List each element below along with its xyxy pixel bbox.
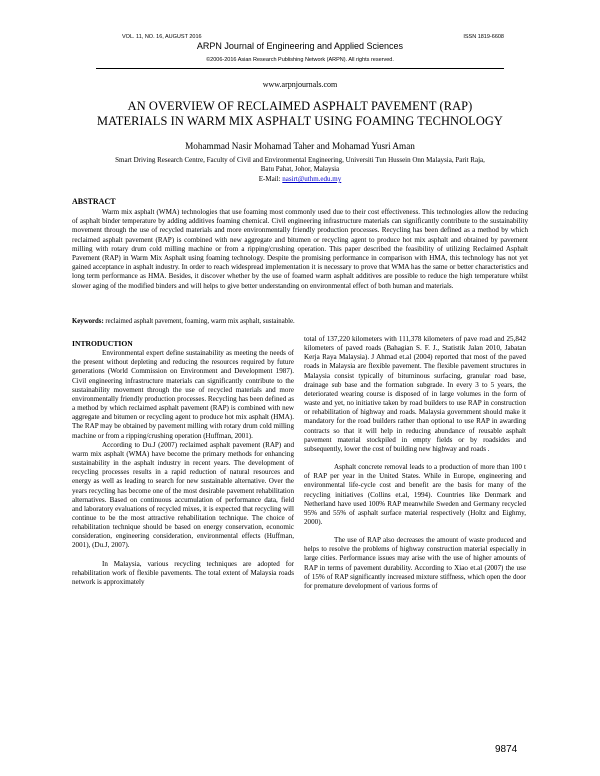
paragraph: In Malaysia, various recycling techniques are adopted for rehabilitation work of flexible pavements. The total extent of Malaysia roads network is approximately bbox=[72, 559, 294, 586]
volume-info: VOL. 11, NO. 16, AUGUST 2016 bbox=[122, 34, 202, 40]
keywords-label: Keywords: bbox=[72, 318, 104, 325]
email-link[interactable]: nasirt@uthm.edu.my bbox=[282, 175, 342, 183]
paragraph: total of 137,220 kilometers with 111,378 kilometers of pave road and 25,842 kilometers of paved roads (Bahagian S. F. J., Statistik Jalan 2010, Jabatan Kerja Raya Malaysia). J Ahmad et.al (2004) reported that most of the paved roads in Malaysia are flexible pavement. The flexible pavement structures in Malaysia consist typically of bituminous surfacing, granular road base, drainage sub base and the formation subgrade. In every 3 to 5 years, the deteriorated wearing course is disposed of in large volumes in the form of waste and yet, no initiative taken by road builders to use RAP in construction or rehabilitation of highway and roads. Malaysia government should make it mandatory for the road builders rather than optional to use RAP in awarding contracts so that it will help in reducing abundance of reusable asphalt pavement material stockpiled in empty fields or by roadsides and subsequently, lower the cost of building new highway and roads . bbox=[304, 335, 526, 453]
email-line bbox=[0, 175, 600, 183]
header-divider bbox=[96, 68, 504, 69]
introduction-heading: INTRODUCTION bbox=[72, 339, 133, 348]
paragraph: Asphalt concrete removal leads to a production of more than 100 t of RAP per year in the United States. While in Europe, engineering and environmental life-cycle cost and benefit are the basis for many of the recycling initiatives (Collins et.al, 1994). Countries like Denmark and Netherland have used 100% RAP meanwhile Sweden and Germany recycled 95% and 55% of asphalt surface material respectively (Holtz and Eighmy, 2000). bbox=[304, 463, 526, 526]
page-number: 9874 bbox=[495, 744, 518, 755]
right-column bbox=[304, 335, 526, 591]
keywords-text: reclaimed asphalt pavement, foaming, warm mix asphalt, sustainable. bbox=[103, 318, 295, 325]
title-line-2: MATERIALS IN WARM MIX ASPHALT USING FOAMING TECHNOLOGY bbox=[97, 114, 503, 128]
title-line-1: AN OVERVIEW OF RECLAIMED ASPHALT PAVEMENT (RAP) bbox=[127, 99, 473, 113]
email-label: E-Mail: bbox=[258, 175, 283, 183]
journal-name: ARPN Journal of Engineering and Applied Sciences bbox=[196, 41, 404, 51]
left-column bbox=[72, 339, 294, 587]
authors: Mohammad Nasir Mohamad Taher and Mohamad Yusri Aman bbox=[185, 141, 415, 151]
journal-url[interactable]: www.arpnjournals.com bbox=[262, 80, 338, 89]
paragraph: The use of RAP also decreases the amount of waste produced and helps to resolve the problems of highway construction material especially in large cities. Performance issues may arise with the use of higher amounts of RAP in terms of pavement durability. According to Xiao et.al (2007) the use of 15% of RAP significantly increased mixture stiffness, which open the door for premature development of various forms of bbox=[304, 536, 526, 590]
keywords bbox=[72, 318, 528, 325]
paper-title bbox=[70, 99, 530, 129]
copyright-line: ©2006-2016 Asian Research Publishing Network (ARPN). All rights reserved. bbox=[206, 57, 394, 63]
issn: ISSN 1819-6608 bbox=[463, 34, 504, 40]
affiliation-line-1: Smart Driving Research Centre, Faculty of Civil and Environmental Engineering, Universiti Tun Hussein Onn Malaysia, Parit Raja, bbox=[115, 156, 485, 164]
affiliation-line-2: Batu Pahat, Johor, Malaysia bbox=[260, 165, 340, 173]
abstract-text: Warm mix asphalt (WMA) technologies that use foaming most commonly used due to their cost effectiveness. This technologies allow the reducing of asphalt binder temperature by adding additives foaming chemical. Civil engineering infrastructure materials can significantly contribute to the sustainability movement through the use of recycled materials and more environmentally friendly production processes. Recycling has been defined as a method by which reclaimed asphalt pavement (RAP) is combined with new aggregate and bitumen or recycling agent to produce hot mix asphalt and obtained by pavement milling with rotary drum cold milling machine or from a ripping/crushing operation. This paper described the feasibility of utilizing Reclaimed Asphalt Pavement (RAP) in Warm Mix Asphalt using foaming technology. Despite the promising performance in comparison with HMA, this technology has not yet gained acceptance in asphalt industry. In order to reach widespread implementation it is necessary to prove that WMA has the same or better characteristics and long term performance as HMA. Besides, it discover whether by the use of foamed warm asphalt additives are possible to reduce the high temperature whilst slower aging of the modified binders and will helps to give better understanding on environmental effect of both human and materials. bbox=[72, 208, 528, 290]
affiliation bbox=[80, 156, 520, 174]
paragraph: Environmental expert define sustainability as meeting the needs of the present without depleting and reducing the resources required by future generations (World Commission on Environment and Development 1987). Civil engineering infrastructure materials can significantly contribute to the sustainability movement through the use of recycled materials and more environmentally friendly production processes. Recycling has been defined as a method by which reclaimed asphalt pavement (RAP) is combined with new aggregate and bitumen or recycling agent to produce hot mix asphalt (HMA). The RAP may be obtained by pavement milling with rotary drum cold milling machine or from a ripping/crushing operation (Huffman, 2001). bbox=[72, 349, 294, 440]
abstract-heading: ABSTRACT bbox=[72, 197, 116, 206]
paragraph: According to Du.J (2007) reclaimed asphalt pavement (RAP) and warm mix asphalt (WMA) have become the primary methods for enhancing sustainability in the asphalt industry in recent years. The development of recycling processes results in a rapid reduction of natural resources and energy as well as leading to search for new sustainable alternative. Over the years recycling has become one of the most desirable pavement rehabilitation alternatives. Based on continuous accumulation of performance data, field and laboratory evaluations of recycled mixes, it is expected that recycling will continue to be the most attractive rehabilitation technique. The choice of rehabilitation technique should be based on energy conservation, economic consideration, engineering consideration, environmental effects (Huffman, 2001), (Du.J, 2007). bbox=[72, 440, 294, 550]
